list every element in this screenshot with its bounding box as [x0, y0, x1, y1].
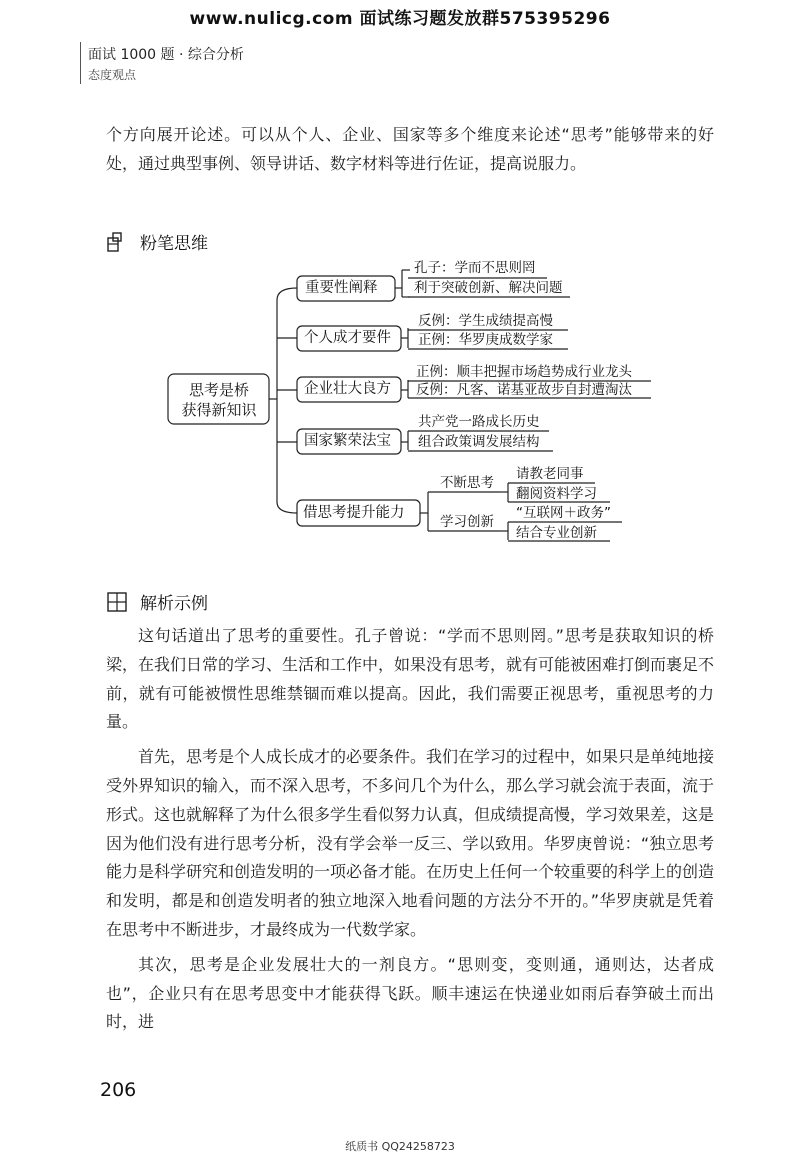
intro-text: 个方向展开论述。可以从个人、企业、国家等多个维度来论述“思考”能够带来的好处，通过典型事例、领导讲话、数字材料等进行佐证，提高说服力。: [106, 125, 714, 173]
page-number: 206: [100, 1079, 137, 1101]
branch-importance: 重要性阐释: [305, 280, 378, 296]
branch-ability: 借思考提升能力: [303, 505, 405, 521]
analysis-paragraph-1: 这句话道出了思考的重要性。孔子曾说：“学而不思则罔。”思考是获取知识的桥梁，在我们日常的学习、生活和工作中，如果没有思考，就有可能被困难打倒而裹足不前，就有可能被惯性思维禁锢而难以提高。因此，我们需要正视思考，重视思考的力量。: [106, 626, 715, 732]
chapter-label: 态度观点: [88, 68, 137, 82]
sub-keep-thinking: 不断思考: [440, 475, 494, 491]
analysis-paragraph-2: 首先，思考是个人成长成才的必要条件。我们在学习的过程中，如果只是单纯地接受外界知识的输入，而不深入思考，不多问几个为什么，那么学习就会流于表面，流于形式。这也就解释了为什么很多学生看似努力认真，但成绩提高慢，学习效果差，这是因为他们没有进行思考分析，没有学会举一反三、学以致用。华罗庚曾说：“独立思考能力是科学研究和创造发明的一项必备才能。在历史上任何一个较重要的科学上的创造和发明，都是和创造发明者的独立地深入地看问题的方法分不开的。”华罗庚就是凭着在思考中不断进步，才最终成为一代数学家。: [106, 747, 715, 939]
mindmap-root: 思考是桥 获得新知识: [181, 381, 257, 419]
top-banner: www.nulicg.com 面试练习题发放群575395296: [189, 9, 611, 29]
leaf-example-hualuogeng: 正例：华罗庚成数学家: [418, 332, 553, 348]
leaf-innovation: 利于突破创新、解决问题: [414, 280, 563, 296]
analysis-paragraph-3: 其次，思考是企业发展壮大的一剂良方。“思则变，变则通，通则达，达者成也”，企业只有在思考思变中才能获得飞跃。顺丰速运在快递业如雨后春笋破土而出时，进: [106, 954, 714, 1032]
leaf-counterexample-students: 反例：学生成绩提高慢: [418, 313, 553, 329]
leaf-policy: 组合政策调发展结构: [418, 434, 540, 450]
branch-enterprise: 企业壮大良方: [304, 381, 391, 397]
leaf-ask-colleagues: 请教老同事: [516, 466, 584, 482]
sub-learn-innovate: 学习创新: [440, 514, 494, 530]
footer-note: 纸质书 QQ24258723: [345, 1140, 455, 1153]
analysis-heading: [106, 589, 208, 614]
leaf-read-materials: 翻阅资料学习: [516, 486, 597, 502]
grid-box-icon: [106, 591, 128, 613]
analysis-body: [106, 622, 714, 1037]
leaf-counterexample-nokia: 反例：凡客、诺基亚故步自封遭淘汰: [416, 382, 632, 398]
analysis-title: 解析示例: [140, 594, 208, 614]
leaf-major-innovation: 结合专业创新: [516, 525, 597, 541]
leaf-example-sf: 正例：顺丰把握市场趋势成行业龙头: [416, 364, 632, 380]
mindmap-title: 粉笔思维: [140, 234, 208, 254]
leaf-confucius: 孔子：学而不思则罔: [414, 260, 536, 276]
leaf-internet-gov: “互联网＋政务”: [516, 505, 611, 521]
branch-nation: 国家繁荣法宝: [304, 433, 391, 449]
leaf-party-history: 共产党一路成长历史: [418, 414, 540, 430]
branch-personal: 个人成才要件: [304, 330, 391, 346]
book-title: 面试 1000 题 · 综合分析: [88, 47, 244, 63]
